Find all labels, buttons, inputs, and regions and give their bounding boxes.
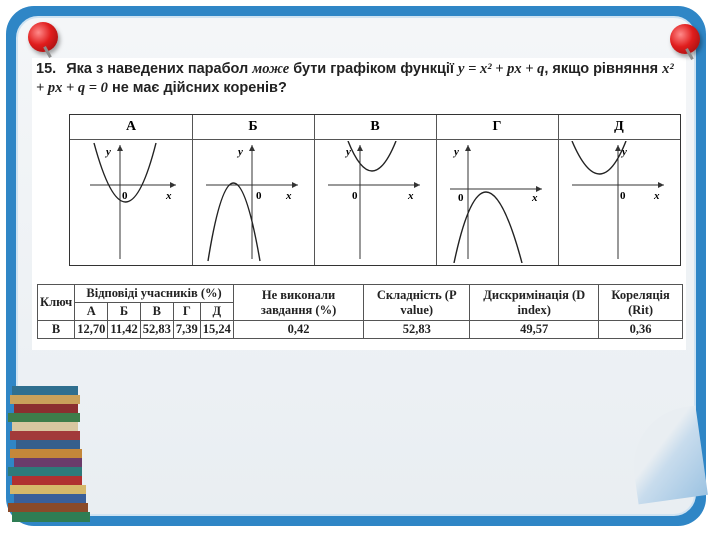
question-number: 15. bbox=[36, 61, 57, 77]
option-label-d: Д bbox=[558, 115, 680, 140]
x-axis-label: x bbox=[166, 190, 172, 202]
origin-label: 0 bbox=[122, 190, 128, 202]
x-axis-label: x bbox=[654, 190, 660, 202]
graph-option-v bbox=[314, 115, 437, 265]
graph-option-b bbox=[192, 115, 315, 265]
answer-option-header: Д bbox=[200, 303, 233, 321]
not-done-header: Не виконали завдання (%) bbox=[233, 285, 363, 321]
answer-option-header: Б bbox=[108, 303, 140, 321]
answer-graphs bbox=[69, 114, 681, 266]
red-pushpin-icon bbox=[670, 24, 700, 54]
x-axis-label: x bbox=[286, 190, 292, 202]
book-stack-icon bbox=[8, 380, 98, 530]
graph-option-d bbox=[558, 115, 680, 265]
y-axis-label: y bbox=[454, 146, 459, 158]
y-axis-label: y bbox=[346, 146, 351, 158]
y-axis-label: y bbox=[238, 146, 243, 158]
not-done-value: 0,42 bbox=[233, 321, 363, 339]
answer-percent: 7,39 bbox=[173, 321, 200, 339]
answer-percent: 52,83 bbox=[140, 321, 173, 339]
question-equation: x² + px + q = 0 bbox=[36, 61, 674, 96]
answer-option-header: Г bbox=[173, 303, 200, 321]
answers-header: Відповіді учасників (%) bbox=[75, 285, 234, 303]
difficulty-header: Складність (P value) bbox=[364, 285, 470, 321]
red-pushpin-icon bbox=[28, 22, 58, 52]
x-axis-label: x bbox=[532, 192, 538, 204]
question-text bbox=[36, 60, 682, 98]
discrimination-header: Дискримінація (D index) bbox=[470, 285, 599, 321]
parabola-graph-d bbox=[558, 141, 680, 263]
answer-option-header: А bbox=[75, 303, 108, 321]
option-label-v: В bbox=[314, 115, 436, 140]
origin-label: 0 bbox=[620, 190, 626, 202]
option-label-b: Б bbox=[192, 115, 314, 140]
answer-option-header: В bbox=[140, 303, 173, 321]
answer-percent: 11,42 bbox=[108, 321, 140, 339]
parabola-graph-b bbox=[192, 141, 314, 263]
parabola-graph-v bbox=[314, 141, 436, 263]
key-value: В bbox=[38, 321, 75, 339]
question-part-2: бути графіком функції bbox=[293, 61, 455, 77]
difficulty-value: 52,83 bbox=[364, 321, 470, 339]
discrimination-value: 49,57 bbox=[470, 321, 599, 339]
graph-option-g bbox=[436, 115, 559, 265]
question-part-1: Яка з наведених парабол bbox=[66, 61, 249, 77]
option-label-a: А bbox=[70, 115, 192, 140]
parabola-graph-g bbox=[436, 141, 558, 263]
answer-percent: 15,24 bbox=[200, 321, 233, 339]
question-part-3: , якщо рівняння bbox=[544, 61, 659, 77]
statistics-table bbox=[37, 284, 683, 339]
origin-label: 0 bbox=[352, 190, 358, 202]
origin-label: 0 bbox=[256, 190, 262, 202]
question-part-4: не має дійсних коренів? bbox=[111, 80, 287, 96]
correlation-header: Кореляція (Rit) bbox=[599, 285, 683, 321]
x-axis-label: x bbox=[408, 190, 414, 202]
y-axis-label: y bbox=[106, 146, 111, 158]
y-axis-label: y bbox=[622, 146, 627, 158]
graph-option-a bbox=[70, 115, 193, 265]
question-emphasis: може bbox=[252, 61, 290, 77]
parabola-graph-a bbox=[70, 141, 192, 263]
answer-percent: 12,70 bbox=[75, 321, 108, 339]
option-label-g: Г bbox=[436, 115, 558, 140]
origin-label: 0 bbox=[458, 192, 464, 204]
question-function: y = x² + px + q bbox=[458, 61, 545, 77]
key-header: Ключ bbox=[38, 285, 75, 321]
correlation-value: 0,36 bbox=[599, 321, 683, 339]
task-image bbox=[32, 58, 686, 350]
